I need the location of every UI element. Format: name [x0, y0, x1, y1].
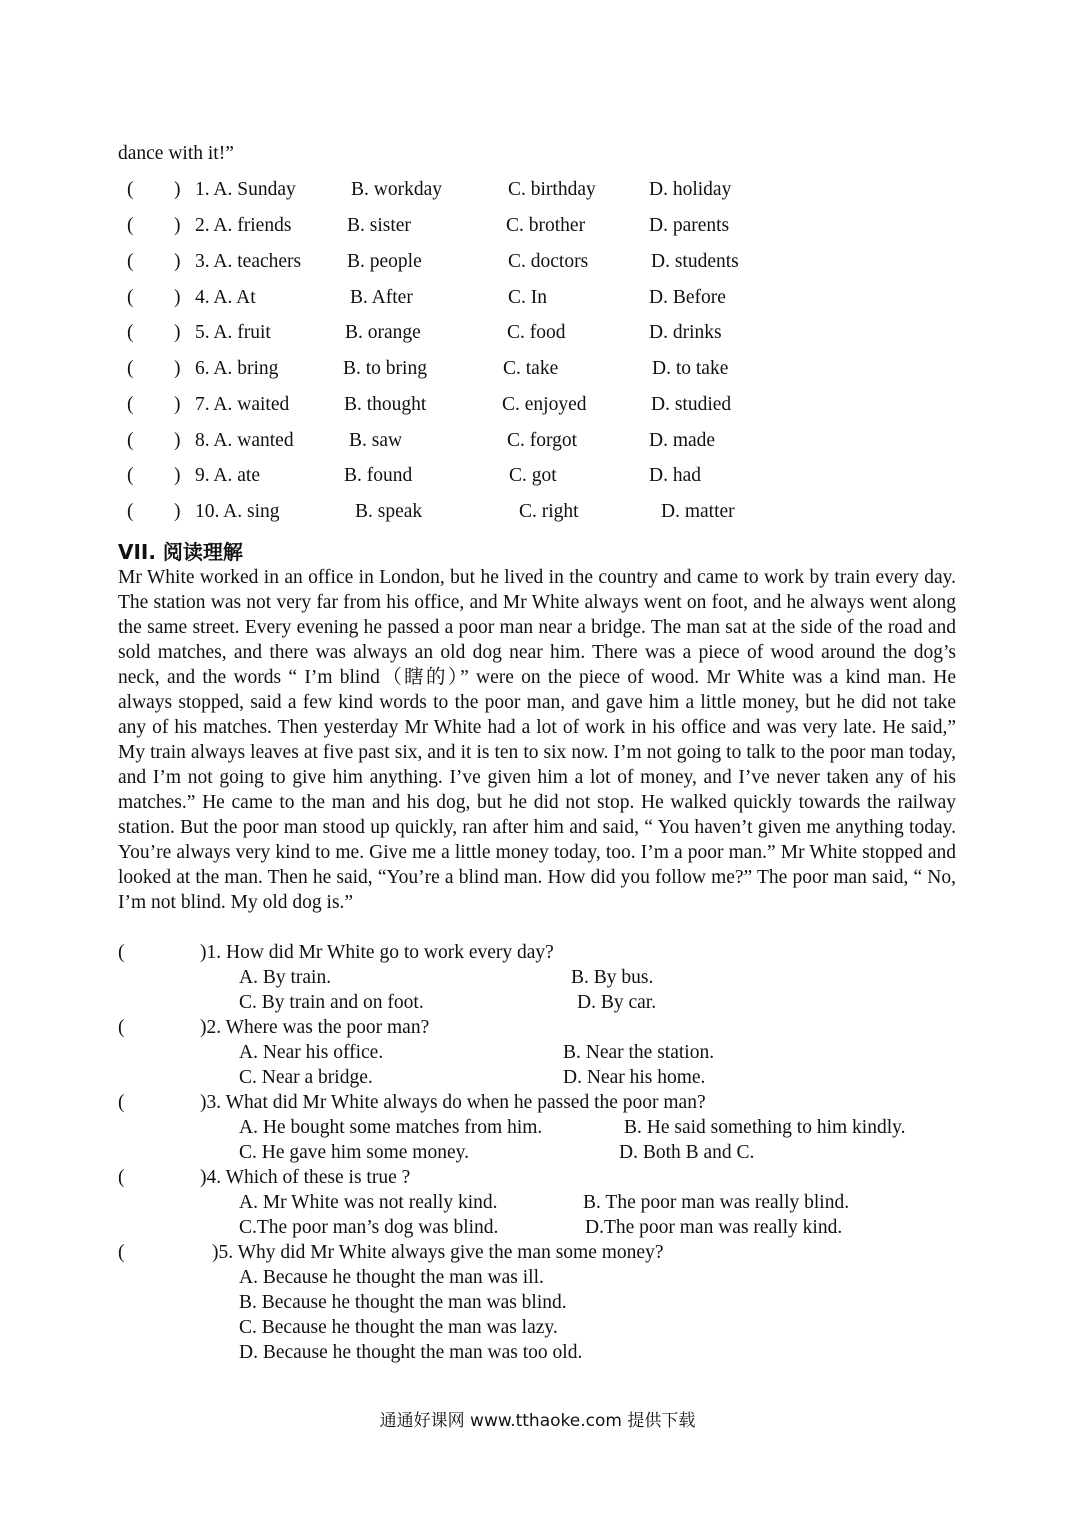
page-footer: 通通好课网 www.tthaoke.com 提供下载 [379, 1411, 696, 1431]
cloze-option-d: D. to take [652, 358, 729, 379]
cloze-option-d: D. holiday [649, 179, 732, 200]
cloze-option-b: B. After [350, 287, 413, 308]
answer-bracket-close: ) [174, 251, 181, 272]
answer-bracket: ( [118, 1092, 125, 1113]
option-a: A. Mr White was not really kind. [239, 1192, 498, 1213]
answer-bracket-close: ) [174, 465, 181, 486]
cloze-option-d: D. made [649, 430, 716, 451]
cloze-option-b: B. workday [351, 179, 442, 200]
answer-bracket-close: ) [174, 322, 181, 343]
answer-bracket-open: ( [127, 322, 134, 343]
answer-bracket-close: ) [174, 179, 181, 200]
cloze-option-d: D. students [651, 251, 739, 272]
question-stem: )2. Where was the poor man? [200, 1017, 430, 1038]
answer-bracket-close: ) [174, 394, 181, 415]
answer-bracket-close: ) [174, 501, 181, 522]
answer-bracket-open: ( [127, 501, 134, 522]
cloze-option-b: B. speak [355, 501, 423, 522]
question-stem: )4. Which of these is true ? [200, 1167, 411, 1188]
question-stem: )3. What did Mr White always do when he passed the poor man? [200, 1092, 706, 1113]
cloze-option-a: 2. A. friends [195, 215, 292, 236]
answer-bracket-open: ( [127, 251, 134, 272]
cloze-option-b: B. to bring [343, 358, 427, 379]
question-stem: )1. How did Mr White go to work every day? [200, 942, 554, 963]
passage-text: Mr White worked in an office in London, but he lived in the country and came to work by train every day. The station was not very far from his office, and Mr White always went on foot, and he always went along the same street. Every evening he passed a poor man near a bridge. The man sat at the side of the road and sold matches, and there was always an old dog near him. There was a piece of wood around the dog’s neck, and the words “ I’m blind（瞎的）” were on the piece of wood. Mr White was a kind man. He always stopped, said a few kind words to the poor man, and gave him a little money, but he did not take any of his matches. Then yesterday Mr White had a lot of work in his office and was very late. He said,” My train always leaves at five past six, and it is ten to six now. I’m not going to talk to the poor man today, and I’m not going to give him anything. I’ve given him a lot of money, and I’ve never taken any of his matches.” He came to the man and his dog, but he did not stop. He walked quickly towards the railway station. But the poor man stood up quickly, ran after him and said, “ You haven’t given me anything today. You’re always very kind to me. Give me a little money today, too. I’m a poor man.” Mr White stopped and looked at the man. Then he said, “You’re a blind man. How did you follow me?” The poor man said, “ No, I’m not blind. My old dog is.” [118, 567, 956, 913]
cloze-option-c: C. forgot [507, 430, 578, 451]
option-d: D. Because he thought the man was too old. [239, 1342, 583, 1363]
cloze-option-c: C. brother [506, 215, 586, 236]
option-a: A. Because he thought the man was ill. [239, 1267, 544, 1288]
cloze-option-a: 8. A. wanted [195, 430, 294, 451]
answer-bracket: ( [118, 1017, 125, 1038]
answer-bracket-open: ( [127, 465, 134, 486]
cloze-option-b: B. saw [349, 430, 403, 451]
option-d: D. Near his home. [563, 1067, 706, 1088]
answer-bracket-open: ( [127, 287, 134, 308]
question-stem: )5. Why did Mr White always give the man some money? [212, 1242, 664, 1263]
intro-tail: dance with it!” [118, 143, 234, 164]
option-c: C.The poor man’s dog was blind. [239, 1217, 499, 1238]
answer-bracket-close: ) [174, 215, 181, 236]
answer-bracket: ( [118, 1242, 125, 1263]
cloze-option-c: C. enjoyed [502, 394, 587, 415]
cloze-option-d: D. matter [661, 501, 735, 522]
option-b: B. The poor man was really blind. [583, 1192, 850, 1213]
answer-bracket-close: ) [174, 430, 181, 451]
option-b: B. Near the station. [563, 1042, 715, 1063]
cloze-option-c: C. take [503, 358, 559, 379]
cloze-option-d: D. studied [651, 394, 732, 415]
cloze-option-b: B. thought [344, 394, 427, 415]
option-c: C. He gave him some money. [239, 1142, 469, 1163]
reading-passage [118, 565, 956, 915]
answer-bracket-open: ( [127, 179, 134, 200]
option-a: A. Near his office. [239, 1042, 384, 1063]
answer-bracket-close: ) [174, 358, 181, 379]
option-b: B. By bus. [571, 967, 654, 988]
cloze-option-c: C. food [507, 322, 566, 343]
answer-bracket: ( [118, 942, 125, 963]
option-c: C. Near a bridge. [239, 1067, 373, 1088]
cloze-option-d: D. drinks [649, 322, 722, 343]
cloze-option-a: 5. A. fruit [195, 322, 271, 343]
option-c: C. By train and on foot. [239, 992, 424, 1013]
cloze-option-a: 1. A. Sunday [195, 179, 296, 200]
cloze-option-a: 3. A. teachers [195, 251, 302, 272]
option-a: A. He bought some matches from him. [239, 1117, 543, 1138]
answer-bracket-open: ( [127, 215, 134, 236]
cloze-option-a: 7. A. waited [195, 394, 290, 415]
option-d: D.The poor man was really kind. [585, 1217, 843, 1238]
section-heading: VII. 阅读理解 [118, 540, 243, 564]
cloze-option-c: C. birthday [508, 179, 596, 200]
cloze-option-b: B. people [347, 251, 422, 272]
option-d: D. Both B and C. [619, 1142, 755, 1163]
answer-bracket-open: ( [127, 394, 134, 415]
cloze-option-c: C. got [509, 465, 557, 486]
answer-bracket-open: ( [127, 358, 134, 379]
option-d: D. By car. [577, 992, 657, 1013]
cloze-option-a: 9. A. ate [195, 465, 260, 486]
cloze-option-c: C. right [519, 501, 579, 522]
cloze-option-d: D. Before [649, 287, 726, 308]
cloze-option-a: 6. A. bring [195, 358, 279, 379]
option-b: B. Because he thought the man was blind. [239, 1292, 567, 1313]
cloze-option-a: 4. A. At [195, 287, 256, 308]
option-b: B. He said something to him kindly. [624, 1117, 906, 1138]
answer-bracket: ( [118, 1167, 125, 1188]
cloze-option-c: C. doctors [508, 251, 589, 272]
answer-bracket-close: ) [174, 287, 181, 308]
answer-bracket-open: ( [127, 430, 134, 451]
option-c: C. Because he thought the man was lazy. [239, 1317, 558, 1338]
cloze-option-d: D. had [649, 465, 701, 486]
option-a: A. By train. [239, 967, 332, 988]
cloze-option-b: B. orange [345, 322, 421, 343]
cloze-option-b: B. found [344, 465, 413, 486]
cloze-option-c: C. In [508, 287, 547, 308]
cloze-option-b: B. sister [347, 215, 411, 236]
cloze-option-d: D. parents [649, 215, 730, 236]
cloze-option-a: 10. A. sing [195, 501, 280, 522]
